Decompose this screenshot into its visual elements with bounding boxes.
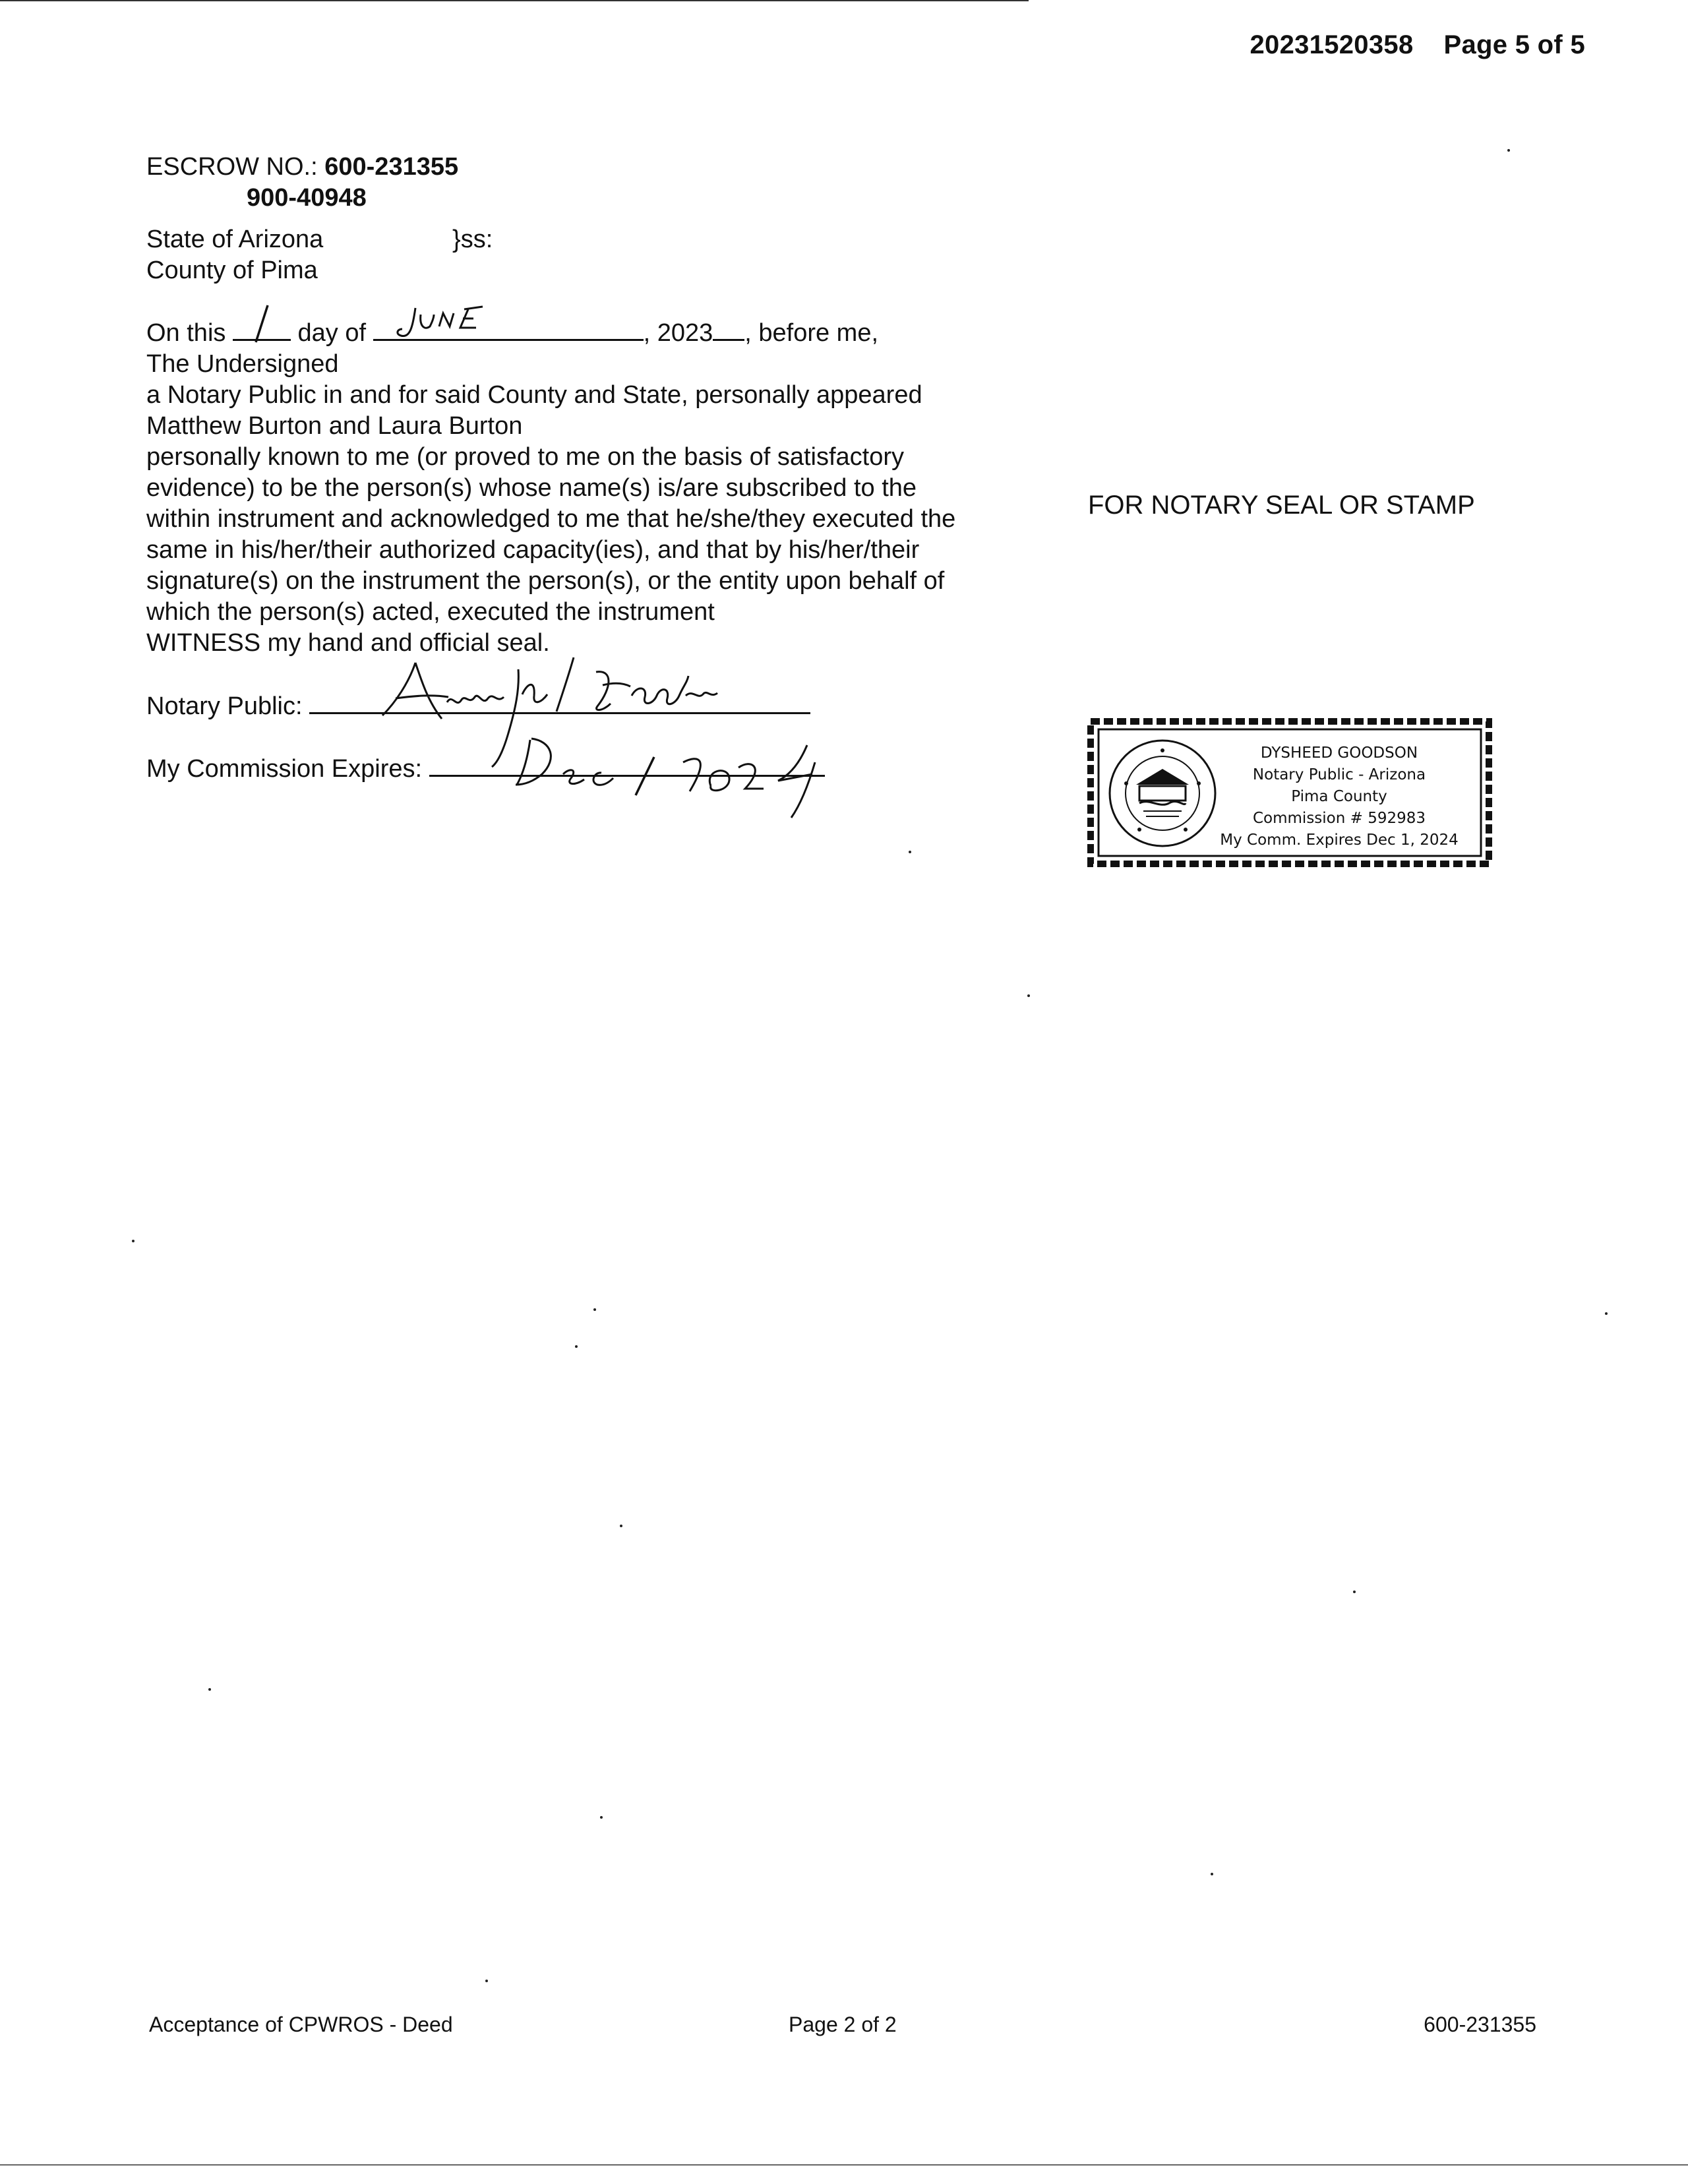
before-me-label: , before me, [744, 319, 879, 347]
notary-stamp [1083, 713, 1497, 872]
stamp-name: DYSHEED GOODSON [1260, 744, 1418, 762]
ack-line-5: same in his/her/their authorized capacity(ies), and that by his/her/their [146, 536, 920, 564]
acknowledgment-block [146, 315, 1083, 659]
stamp-text [1204, 743, 1474, 851]
stamp-title: Notary Public - Arizona [1252, 766, 1426, 783]
stamp-commission: Commission # 592983 [1252, 810, 1426, 827]
stamp-county: Pima County [1291, 788, 1387, 805]
notary-signature-row [146, 692, 810, 721]
venue-county: County of Pima [146, 257, 318, 284]
venue-state: State of Arizona [146, 226, 324, 253]
officer-name: The Undersigned [146, 350, 339, 378]
scan-speck [575, 1345, 578, 1348]
day-blank [233, 315, 291, 341]
scan-speck [1507, 149, 1510, 152]
notary-label: Notary Public: [146, 692, 303, 720]
stamp-expires: My Comm. Expires Dec 1, 2024 [1220, 832, 1459, 849]
scan-speck [620, 1525, 622, 1527]
ack-line-3: evidence) to be the person(s) whose name(s) is/are subscribed to the [146, 474, 917, 502]
scan-speck [208, 1688, 211, 1691]
day-of-label: day of [297, 319, 367, 347]
month-blank [373, 315, 644, 341]
ack-line-6: signature(s) on the instrument the person(s), or the entity upon behalf of [146, 567, 945, 595]
footer-document-title: Acceptance of CPWROS - Deed [149, 2013, 453, 2036]
footer-page-number: Page 2 of 2 [789, 2013, 897, 2036]
venue-ss: }ss: [452, 226, 493, 253]
commission-row [146, 755, 825, 783]
scan-speck [1353, 1591, 1356, 1593]
year-blank [713, 315, 744, 341]
escrow-block [146, 152, 458, 214]
recording-header [1250, 30, 1585, 60]
seal-area-label: FOR NOTARY SEAL OR STAMP [1088, 491, 1475, 520]
commission-line [429, 755, 825, 777]
ack-date-line [146, 315, 1083, 349]
scan-speck [1211, 1873, 1213, 1875]
scan-speck [1605, 1312, 1608, 1315]
on-this-label: On this [146, 319, 226, 347]
escrow-secondary-number: 900-40948 [247, 184, 367, 212]
notary-signature-line [309, 692, 810, 714]
scan-speck [132, 1240, 135, 1242]
ack-line-7: which the person(s) acted, executed the instrument [146, 598, 715, 626]
ack-line-4: within instrument and acknowledged to me that he/she/they executed the [146, 505, 956, 533]
year-label: , 2023 [643, 319, 713, 347]
commission-label: My Commission Expires: [146, 755, 423, 783]
escrow-label: ESCROW NO.: [146, 153, 318, 181]
scan-speck [909, 851, 911, 853]
scan-speck [593, 1308, 596, 1311]
scan-speck [1027, 994, 1030, 997]
escrow-number: 600-231355 [324, 153, 459, 181]
page-indicator: Page 5 of 5 [1443, 30, 1585, 59]
state-seal-icon [1106, 737, 1219, 849]
document-number: 20231520358 [1250, 30, 1414, 59]
ack-line-1: a Notary Public in and for said County and State, personally appeared [146, 381, 922, 409]
top-scan-edge [0, 0, 1029, 1]
footer-escrow-number: 600-231355 [1424, 2013, 1536, 2036]
witness-line: WITNESS my hand and official seal. [146, 629, 550, 657]
scan-speck [600, 1816, 603, 1819]
venue-block [146, 224, 493, 286]
bottom-scan-edge [0, 2164, 1688, 2166]
signers-names: Matthew Burton and Laura Burton [146, 412, 523, 440]
scan-speck [485, 1980, 488, 1982]
ack-line-2: personally known to me (or proved to me on the basis of satisfactory [146, 443, 904, 471]
